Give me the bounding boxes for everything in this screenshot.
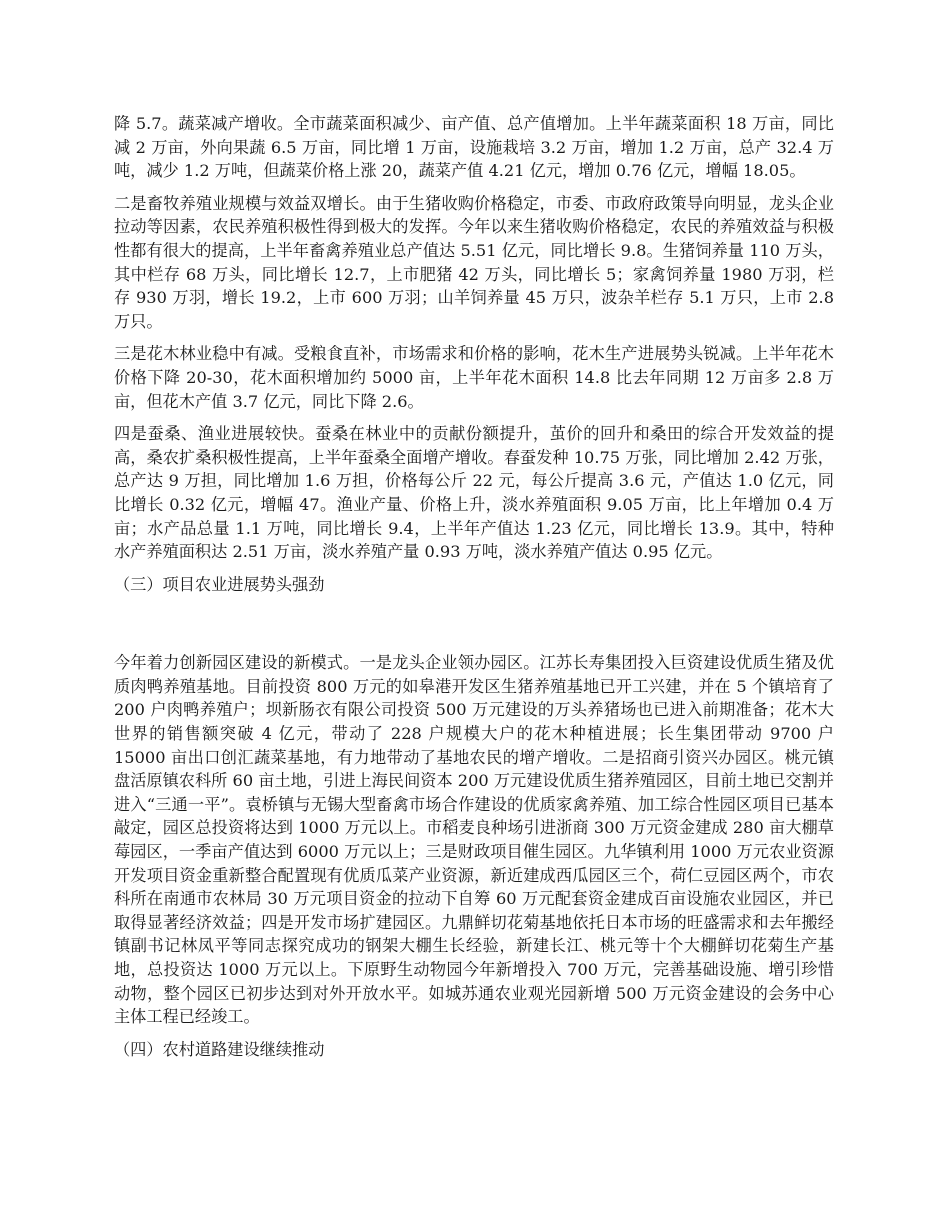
paragraph-park-construction: 今年着力创新园区建设的新模式。一是龙头企业领办园区。江苏长寿集团投入巨资建设优质生猪及优质肉鸭养殖基地。目前投资 800 万元的如皋港开发区生猪养殖基地已开工兴建，并在 5 个镇培育了 200 户肉鸭养殖户；坝新肠衣有限公司投资 500 万元建设的万头养猪场也已进入前期准备；花木大世界的销售额突破 4 亿元，带动了 228 户规模大户的花木种植进展；长生集团带动 9700 户 15000 亩出口创汇蔬菜基地，有力地带动了基地农民的增产增收。二是招商引资兴办园区。桃元镇盘活原镇农科所 60 亩土地，引进上海民间资本 200 万元建设优质生猪养殖园区，目前土地已交割并进入“三通一平”。袁桥镇与无锡大型畜禽市场合作建设的优质家禽养殖、加工综合性园区项目已基本敲定，园区总投资将达到 1000 万元以上。市稻麦良种场引进浙商 300 万元资金建成 280 亩大棚草莓园区，一季亩产值达到 6000 万元以上；三是财政项目催生园区。九华镇利用 1000 万元农业资源开发项目资金重新整合配置现有优质瓜菜产业资源，新近建成西瓜园区三个，荷仁豆园区两个，市农科所在南通市农林局 30 万元项目资金的拉动下自筹 60 万元配套资金建成百亩设施农业园区，并已取得显著经济效益；四是开发市场扩建园区。九鼎鲜切花菊基地依托日本市场的旺盛需求和去年搬经镇副书记林凤平等同志探究成功的钢架大棚生长经验，新建长江、桃元等十个大棚鲜切花菊生产基地，总投资达 1000 万元以上。下原野生动物园今年新增投入 700 万元，完善基础设施、增引珍惜动物，整个园区已初步达到对外开放水平。如城苏通农业观光园新增 500 万元资金建设的会务中心主体工程已经竣工。 — [114, 653, 834, 1027]
section-heading-3: （三）项目农业进展势头强劲 — [114, 574, 325, 594]
paragraph-sericulture-fishery: 四是蚕桑、渔业进展较快。蚕桑在林业中的贡献份额提升，茧价的回升和桑田的综合开发效益的提高，桑农扩桑积极性提高，上半年蚕桑全面增产增收。春蚕发种 10.75 万张，同比增加 2.42 万张，总产达 9 万担，同比增加 1.6 万担，价格每公斤 22 元，每公斤提高 3.6 元，产值达 1.0 亿元，同比增长 0.32 亿元，增幅 47。渔业产量、价格上升，淡水养殖面积 9.05 万亩，比上年增加 0.4 万亩；水产品总量 1.1 万吨，同比增长 9.4，上半年产值达 1.23 亿元，同比增长 13.9。其中，特种水产养殖面积达 2.51 万亩，淡水养殖产量 0.93 万吨，淡水养殖产值达 0.95 亿元。 — [114, 424, 834, 562]
section-heading-4: （四）农村道路建设继续推动 — [114, 1039, 325, 1059]
blank-space — [114, 605, 834, 651]
paragraph-flowers-forestry: 三是花木林业稳中有减。受粮食直补，市场需求和价格的影响，花木生产进展势头锐减。上半年花木价格下降 20-30，花木面积增加约 5000 亩，上半年花木面积 14.8 比去年同期 12 万亩多 2.8 万亩，但花木产值 3.7 亿元，同比下降 2.6。 — [114, 344, 834, 411]
document-body — [114, 112, 834, 1070]
paragraph-livestock: 二是畜牧养殖业规模与效益双增长。由于生猪收购价格稳定，市委、市政府政策导向明显，龙头企业拉动等因素，农民养殖积极性得到极大的发挥。今年以来生猪收购价格稳定，农民的养殖效益与积极性都有很大的提高，上半年畜禽养殖业总产值达 5.51 亿元，同比增长 9.8。生猪饲养量 110 万头，其中栏存 68 万头，同比增长 12.7，上市肥猪 42 万头，同比增长 5；家禽饲养量 1980 万羽，栏存 930 万羽，增长 19.2，上市 600 万羽；山羊饲养量 45 万只，波杂羊栏存 5.1 万只，上市 2.8 万只。 — [114, 193, 834, 331]
paragraph-vegetables: 降 5.7。蔬菜减产增收。全市蔬菜面积减少、亩产值、总产值增加。上半年蔬菜面积 18 万亩，同比减 2 万亩，外向果蔬 6.5 万亩，同比增 1 万亩，设施栽培 3.2 万亩，增加 1.2 万亩，总产 32.4 万吨，减少 1.2 万吨，但蔬菜价格上涨 20，蔬菜产值 4.21 亿元，增加 0.76 亿元，增幅 18.05。 — [114, 114, 834, 181]
